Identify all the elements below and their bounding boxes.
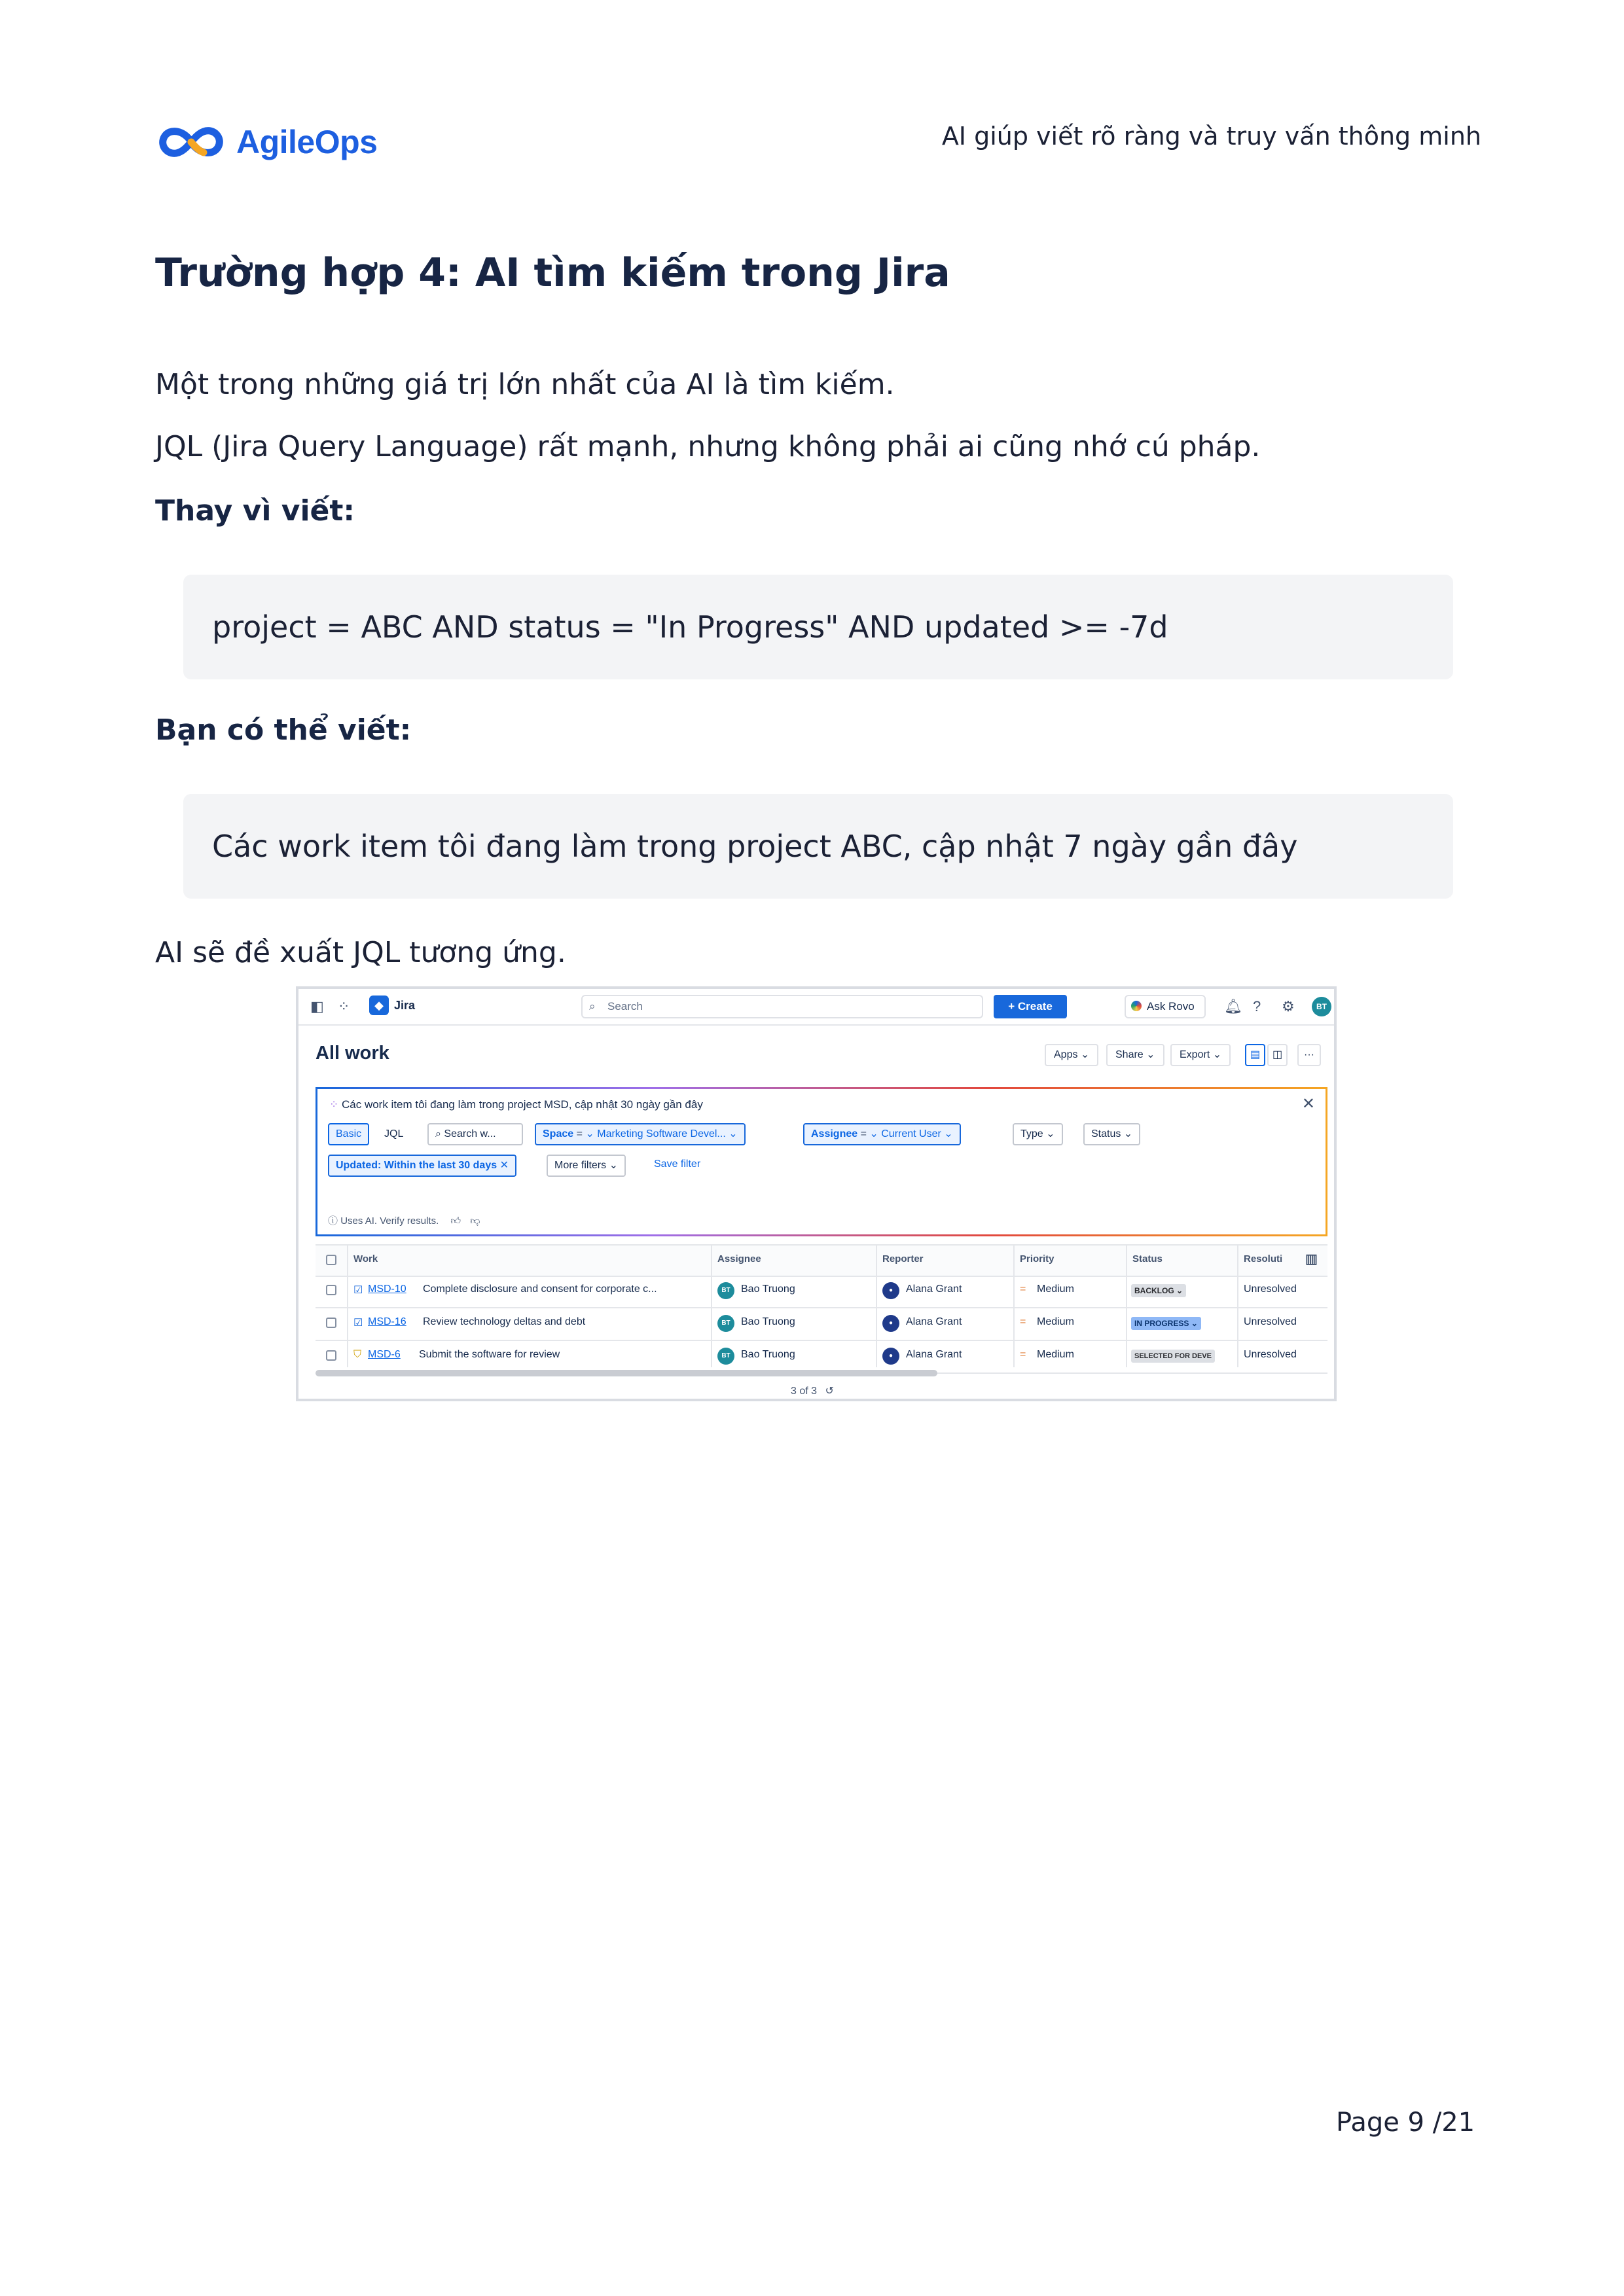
agileops-logo bbox=[155, 119, 377, 165]
issue-summary[interactable]: Submit the software for review bbox=[419, 1349, 560, 1360]
header-subtitle: AI giúp viết rõ ràng và truy vấn thông minh bbox=[941, 122, 1481, 151]
export-button[interactable]: Export ⌄ bbox=[1170, 1044, 1231, 1066]
issue-key[interactable]: MSD-16 bbox=[368, 1316, 406, 1327]
column-priority[interactable]: Priority bbox=[1020, 1253, 1055, 1265]
resolution-value: Unresolved bbox=[1244, 1283, 1297, 1295]
help-icon[interactable]: ? bbox=[1253, 998, 1261, 1014]
reporter-name[interactable]: Alana Grant bbox=[906, 1316, 962, 1327]
search-icon: ⌕ bbox=[589, 1000, 596, 1013]
reporter-name[interactable]: Alana Grant bbox=[906, 1349, 962, 1360]
table-row[interactable] bbox=[316, 1274, 1327, 1308]
natural-language-block bbox=[183, 794, 1453, 899]
updated-filter[interactable]: Updated: Within the last 30 days ✕ bbox=[328, 1155, 516, 1177]
jql-code-text: project = ABC AND status = "In Progress" AND updated >= -7d bbox=[212, 609, 1168, 645]
infinity-logo-icon bbox=[155, 122, 227, 162]
column-settings-icon[interactable]: ▥ bbox=[1305, 1252, 1318, 1266]
section-title: Trường hợp 4: AI tìm kiếm trong Jira bbox=[155, 250, 950, 296]
issue-key[interactable]: MSD-6 bbox=[368, 1349, 401, 1360]
gear-icon[interactable]: ⚙ bbox=[1282, 998, 1295, 1014]
table-row[interactable] bbox=[316, 1340, 1327, 1374]
search-work-input[interactable]: ⌕ Search w... bbox=[427, 1123, 523, 1145]
uses-ai-note: ⓘ Uses AI. Verify results. 👍︎ 👎︎ bbox=[328, 1215, 480, 1227]
ai-prompt[interactable]: ⁘ Các work item tôi đang làm trong project MSD, cập nhật 30 ngày gần đây bbox=[329, 1098, 703, 1111]
assignee-avatar: BT bbox=[717, 1282, 734, 1299]
jql-code-block bbox=[183, 575, 1453, 679]
reporter-name[interactable]: Alana Grant bbox=[906, 1283, 962, 1295]
save-filter-link[interactable]: Save filter bbox=[654, 1158, 701, 1170]
page-title: All work bbox=[316, 1043, 389, 1064]
table-row[interactable] bbox=[316, 1307, 1327, 1341]
status-filter[interactable]: Status ⌄ bbox=[1083, 1123, 1140, 1145]
row-checkbox[interactable] bbox=[326, 1318, 336, 1328]
column-resolution[interactable]: Resoluti bbox=[1244, 1253, 1283, 1265]
priority-medium-icon: = bbox=[1020, 1283, 1026, 1295]
priority-medium-icon: = bbox=[1020, 1316, 1026, 1327]
assignee-name[interactable]: Bao Truong bbox=[741, 1349, 795, 1360]
apps-button[interactable]: Apps ⌄ bbox=[1045, 1044, 1098, 1066]
refresh-icon[interactable]: ↺ bbox=[825, 1386, 834, 1397]
bell-icon[interactable]: 🔔︎ bbox=[1224, 998, 1242, 1014]
priority-value: Medium bbox=[1037, 1283, 1074, 1295]
ai-search-panel bbox=[316, 1087, 1327, 1236]
paragraph-1: Một trong những giá trị lớn nhất của AI là tìm kiếm. bbox=[155, 368, 895, 401]
ask-rovo-button[interactable]: Ask Rovo bbox=[1125, 995, 1206, 1018]
page-number: Page 9 /21 bbox=[1336, 2108, 1475, 2138]
bookmark-icon: ⛉ bbox=[353, 1349, 362, 1360]
type-filter[interactable]: Type ⌄ bbox=[1013, 1123, 1063, 1145]
jql-toggle[interactable]: JQL bbox=[384, 1128, 404, 1139]
ai-sparkle-icon: ⁘ bbox=[329, 1098, 339, 1111]
reporter-avatar: ● bbox=[882, 1282, 899, 1299]
reporter-avatar: ● bbox=[882, 1348, 899, 1365]
issue-summary[interactable]: Review technology deltas and debt bbox=[423, 1316, 586, 1327]
status-lozenge[interactable]: BACKLOG ⌄ bbox=[1131, 1284, 1186, 1297]
jira-logo-icon[interactable]: ◆ bbox=[369, 996, 389, 1015]
user-avatar[interactable]: BT bbox=[1312, 997, 1331, 1016]
table-header bbox=[316, 1244, 1327, 1277]
app-switcher-icon[interactable]: ⁘ bbox=[338, 998, 350, 1014]
priority-medium-icon: = bbox=[1020, 1349, 1026, 1360]
column-status[interactable]: Status bbox=[1132, 1253, 1163, 1265]
list-view-icon[interactable]: ▤ bbox=[1245, 1044, 1265, 1066]
select-all-checkbox[interactable] bbox=[326, 1255, 336, 1265]
detail-view-icon[interactable]: ◫ bbox=[1267, 1044, 1288, 1066]
can-write-label: Bạn có thể viết: bbox=[155, 713, 412, 747]
thumbs-down-icon[interactable]: 👎︎ bbox=[470, 1215, 480, 1227]
more-actions-icon[interactable]: ··· bbox=[1297, 1044, 1321, 1066]
space-filter[interactable]: Space = ⌄ Marketing Software Devel... ⌄ bbox=[535, 1123, 746, 1145]
assignee-avatar: BT bbox=[717, 1315, 734, 1332]
close-icon[interactable]: ✕ bbox=[1301, 1095, 1315, 1113]
assignee-name[interactable]: Bao Truong bbox=[741, 1316, 795, 1327]
basic-toggle[interactable]: Basic bbox=[328, 1123, 369, 1145]
row-checkbox[interactable] bbox=[326, 1350, 336, 1361]
column-work[interactable]: Work bbox=[353, 1253, 378, 1265]
jira-screenshot bbox=[296, 986, 1337, 1401]
issue-summary[interactable]: Complete disclosure and consent for corporate c... bbox=[423, 1283, 657, 1295]
info-icon: ⓘ bbox=[328, 1215, 338, 1227]
horizontal-scrollbar[interactable] bbox=[316, 1370, 937, 1376]
share-button[interactable]: Share ⌄ bbox=[1106, 1044, 1164, 1066]
sidebar-toggle-icon[interactable]: ◧ bbox=[310, 998, 324, 1014]
logo-text: AgileOps bbox=[236, 124, 378, 160]
thumbs-up-icon[interactable]: 👍︎ bbox=[450, 1215, 461, 1227]
row-checkbox[interactable] bbox=[326, 1285, 336, 1295]
assignee-avatar: BT bbox=[717, 1348, 734, 1365]
more-filters-button[interactable]: More filters ⌄ bbox=[547, 1155, 626, 1177]
resolution-value: Unresolved bbox=[1244, 1349, 1297, 1360]
assignee-filter[interactable]: Assignee = ⌄ Current User ⌄ bbox=[803, 1123, 961, 1145]
column-reporter[interactable]: Reporter bbox=[882, 1253, 924, 1265]
jira-topbar bbox=[298, 989, 1334, 1026]
priority-value: Medium bbox=[1037, 1316, 1074, 1327]
status-lozenge[interactable]: IN PROGRESS ⌄ bbox=[1131, 1317, 1201, 1330]
status-lozenge[interactable]: SELECTED FOR DEVE bbox=[1131, 1350, 1215, 1363]
instead-label: Thay vì viết: bbox=[155, 494, 355, 528]
paragraph-2: JQL (Jira Query Language) rất mạnh, nhưng không phải ai cũng nhớ cú pháp. bbox=[155, 430, 1261, 463]
column-assignee[interactable]: Assignee bbox=[717, 1253, 761, 1265]
create-button[interactable]: + Create bbox=[994, 995, 1067, 1018]
rovo-icon bbox=[1131, 1001, 1142, 1011]
jira-app-name[interactable]: Jira bbox=[394, 999, 416, 1012]
issue-key[interactable]: MSD-10 bbox=[368, 1283, 406, 1295]
priority-value: Medium bbox=[1037, 1349, 1074, 1360]
assignee-name[interactable]: Bao Truong bbox=[741, 1283, 795, 1295]
resolution-value: Unresolved bbox=[1244, 1316, 1297, 1327]
pagination: 3 of 3 ↺ bbox=[791, 1386, 834, 1397]
reporter-avatar: ● bbox=[882, 1315, 899, 1332]
task-icon: ☑ bbox=[353, 1285, 363, 1296]
paragraph-3: AI sẽ đề xuất JQL tương ứng. bbox=[155, 936, 566, 969]
search-input[interactable]: ⌕ Search bbox=[581, 995, 983, 1018]
task-icon: ☑ bbox=[353, 1318, 363, 1329]
natural-language-text: Các work item tôi đang làm trong project ABC, cập nhật 7 ngày gần đây bbox=[212, 829, 1298, 864]
